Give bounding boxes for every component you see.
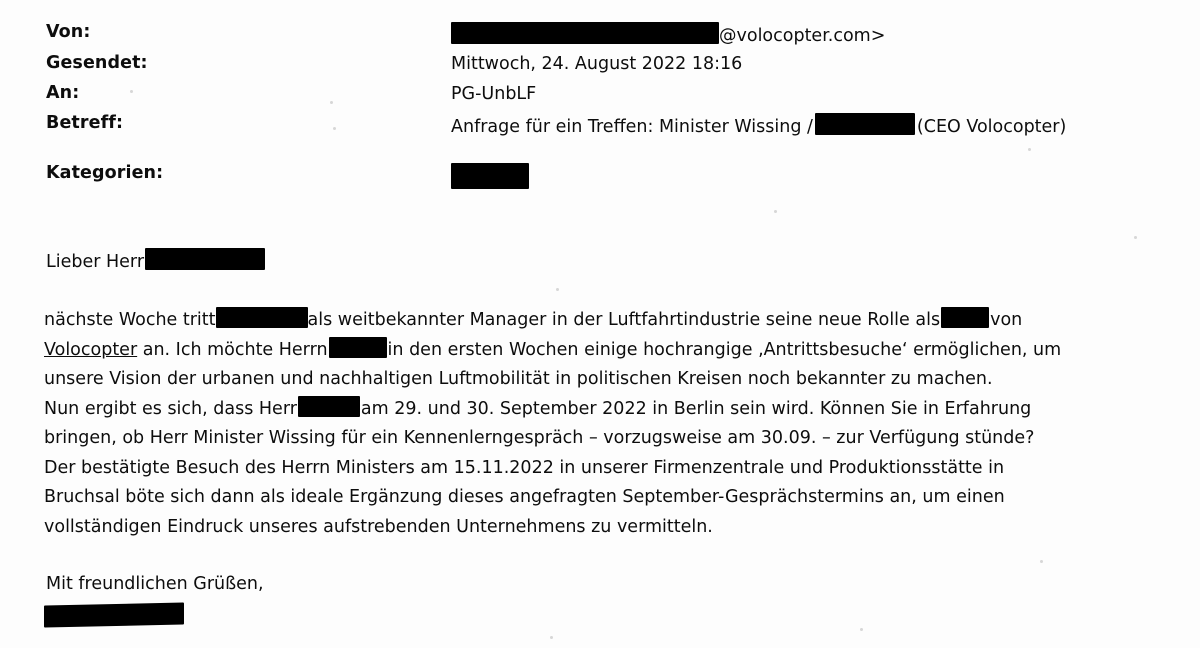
redaction-bar-ceo-name (815, 113, 915, 135)
subject-suffix: (CEO Volocopter) (916, 116, 1067, 137)
body-text: von (990, 310, 1023, 330)
header-label-sent: Gesendet: (46, 52, 148, 73)
scan-speck (774, 210, 777, 213)
body-text: bringen, ob Herr Minister Wissing für ein Kennenlerngespräch – vorzugsweise am 30.09. – zur Verfügung stünde? (44, 428, 1035, 448)
header-row-sent (46, 53, 1156, 79)
salutation-text: Lieber Herr (46, 252, 145, 272)
header-label-categories: Kategorien: (46, 163, 164, 184)
redaction-bar-role (941, 307, 989, 328)
header-label-subject: Betreff: (46, 112, 124, 133)
header-row-from (46, 22, 1156, 49)
redaction-bar-person-3 (298, 396, 360, 417)
subject-prefix: Anfrage für ein Treffen: Minister Wissing / (451, 116, 813, 137)
email-body (44, 306, 1156, 542)
header-row-subject (46, 113, 1156, 140)
scan-speck (860, 628, 863, 631)
closing-text: Mit freundlichen Grüßen, (46, 574, 264, 594)
scan-speck (1040, 560, 1043, 563)
body-line (44, 513, 1156, 543)
body-text: Bruchsal böte sich dann als ideale Ergänzung dieses angefragten September-Gesprächstermins an, um einen (44, 487, 1005, 507)
body-text: an. Ich möchte Herrn (137, 339, 328, 360)
header-label-to: An: (46, 82, 80, 103)
header-value-to: PG-UnbLF (451, 83, 537, 104)
header-value-from (451, 22, 885, 49)
body-line (44, 424, 1156, 454)
body-line (44, 365, 1156, 395)
header-value-sent: Mittwoch, 24. August 2022 18:16 (451, 53, 743, 74)
redaction-bar-categories (451, 163, 529, 189)
scan-speck (1134, 236, 1137, 239)
email-header (46, 22, 1156, 193)
body-text: in den ersten Wochen einige hochrangige ‚Antrittsbesuche‘ ermöglichen, um (387, 339, 1062, 360)
header-value-subject (451, 113, 1066, 140)
body-text: als weitbekannter Manager in der Luftfahrtindustrie seine neue Rolle als (307, 310, 941, 330)
scan-speck (556, 288, 559, 291)
sender-domain: @volocopter.com> (719, 26, 886, 46)
redaction-bar-sender (451, 22, 719, 44)
body-line (44, 483, 1156, 513)
redaction-bar-person-2 (329, 337, 387, 358)
salutation (46, 248, 265, 272)
body-line (44, 336, 1156, 366)
body-text: am 29. und 30. September 2022 in Berlin sein wird. Können Sie in Erfahrung (360, 398, 1032, 419)
header-value-categories (451, 163, 529, 189)
redaction-bar-recipient-name (145, 248, 265, 270)
body-text: unsere Vision der urbanen und nachhaltigen Luftmobilität in politischen Kreisen noch bekannter zu machen. (44, 369, 993, 389)
body-text: Nun ergibt es sich, dass Herr (44, 398, 297, 419)
header-label-from: Von: (46, 22, 91, 42)
redaction-bar-person-1 (216, 307, 308, 328)
scan-speck (550, 636, 553, 639)
signature-block (44, 604, 184, 626)
redaction-bar-signature (44, 603, 184, 628)
body-line (44, 306, 1156, 336)
header-row-to (46, 83, 1156, 109)
body-line (44, 454, 1156, 484)
body-text: nächste Woche tritt (44, 310, 216, 330)
body-line (44, 395, 1156, 425)
company-name: Volocopter (44, 339, 138, 360)
body-text: Der bestätigte Besuch des Herrn Ministers am 15.11.2022 in unserer Firmenzentrale und Produktionsstätte in (44, 457, 1005, 478)
body-text: vollständigen Eindruck unseres aufstrebenden Unternehmens zu vermitteln. (44, 516, 713, 537)
header-row-categories (46, 163, 1156, 189)
